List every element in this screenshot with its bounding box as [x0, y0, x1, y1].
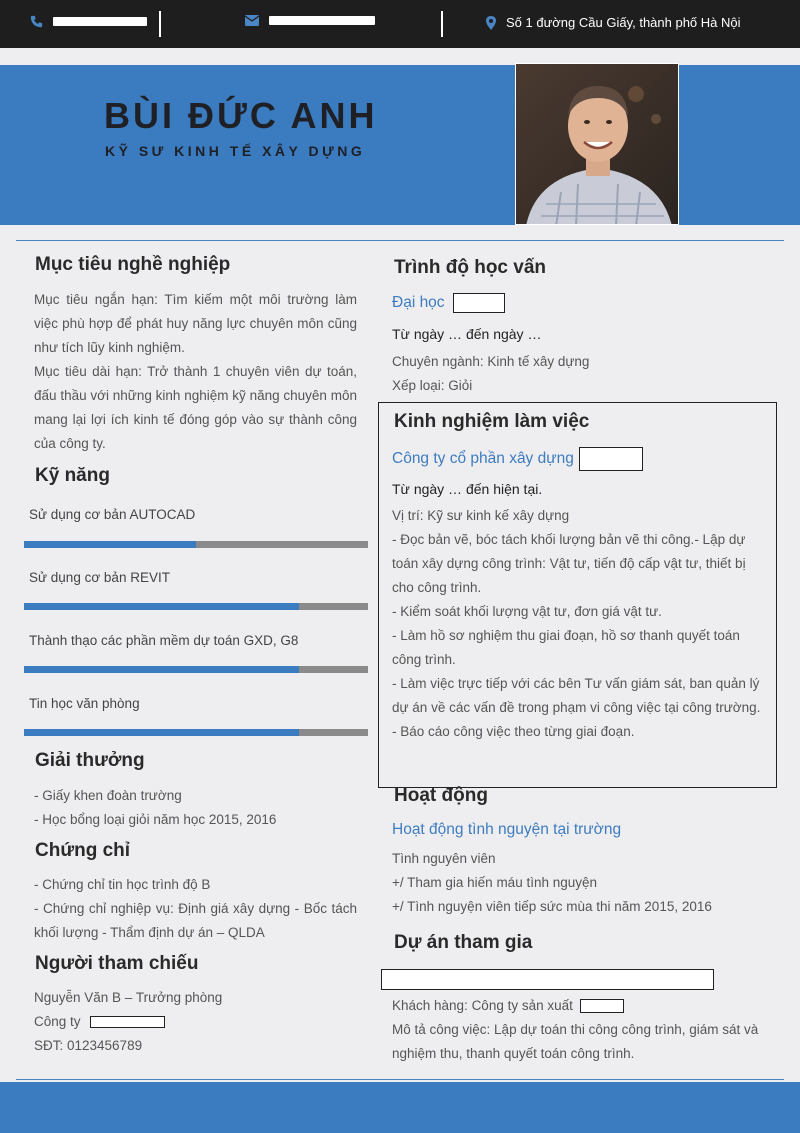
contact-divider: [159, 11, 161, 37]
address-text: Số 1 đường Cầu Giấy, thành phố Hà Nội: [506, 15, 741, 30]
redacted-box: [580, 999, 624, 1013]
list-item: - Làm hồ sơ nghiệm thu giai đoạn, hồ sơ thanh quyết toán công trình.: [392, 628, 740, 667]
education-degree: Đại học: [392, 294, 445, 312]
certificates-heading: Chứng chỉ: [35, 840, 131, 861]
envelope-icon: [245, 15, 259, 26]
redacted-box: [90, 1016, 165, 1028]
skill-label: Thành thạo các phần mềm dự toán GXD, G8: [29, 633, 299, 648]
experience-company-row: [392, 447, 643, 471]
experience-details: [392, 504, 762, 744]
objective-long-term: Mục tiêu dài hạn: Trở thành 1 chuyên viên dự toán, đấu thầu với những kinh nghiệm kỹ năng chuyên môn mang lại lợi ích kinh tế đóng góp vào sự thành công của công ty.: [34, 364, 357, 451]
experience-period: Từ ngày … đến hiện tại.: [392, 481, 543, 497]
education-grade: Xếp loại: Giỏi: [392, 378, 473, 393]
projects-heading: Dự án tham gia: [394, 932, 533, 953]
education-period: Từ ngày … đến ngày …: [392, 326, 542, 342]
redacted-box: [453, 293, 505, 313]
contact-divider: [441, 11, 443, 37]
experience-heading: Kinh nghiệm làm việc: [394, 411, 590, 432]
skill-bar: [24, 541, 368, 548]
list-item: - Kiểm soát khối lượng vật tư, đơn giá vật tư.: [392, 604, 662, 619]
reference-person: Nguyễn Văn B – Trưởng phòng: [34, 990, 223, 1005]
list-item: - Giấy khen đoàn trường: [34, 788, 182, 803]
skills-heading: Kỹ năng: [35, 465, 110, 486]
reference-company: [34, 1010, 222, 1034]
address-contact: [486, 15, 741, 30]
project-client: [392, 994, 762, 1018]
list-item: +/ Tình nguyện viên tiếp sức mùa thi năm 2015, 2016: [392, 899, 712, 914]
list-item: - Báo cáo công việc theo từng giai đoạn.: [392, 724, 635, 739]
top-divider: [16, 240, 784, 241]
reference-phone: SĐT: 0123456789: [34, 1038, 143, 1053]
objective-section: [34, 288, 357, 456]
map-pin-icon: [486, 16, 496, 30]
objective-short-term: Mục tiêu ngắn hạn: Tìm kiếm một môi trường làm việc phù hợp để phát huy năng lực chuyên môn cũng như tích lũy kinh nghiệm.: [34, 292, 357, 355]
bottom-divider: [16, 1079, 784, 1080]
candidate-name: BÙI ĐỨC ANH: [104, 95, 378, 136]
activity-role: Tình nguyên viên: [392, 851, 496, 866]
reference-company-label: Công ty: [34, 1014, 81, 1029]
footer-band: [0, 1082, 800, 1133]
skill-bar: [24, 666, 368, 673]
phone-contact: [30, 15, 147, 28]
email-contact: [245, 15, 375, 26]
education-heading: Trình độ học vấn: [394, 257, 547, 278]
references-heading: Người tham chiếu: [35, 953, 199, 974]
project-client-label: Khách hàng: Công ty sản xuất: [392, 998, 573, 1013]
list-item: +/ Tham gia hiến máu tình nguyện: [392, 875, 598, 890]
activity-name: Hoạt động tình nguyện tại trường: [392, 821, 622, 838]
experience-company: Công ty cổ phần xây dựng: [392, 450, 574, 468]
candidate-title: KỸ SƯ KINH TẾ XÂY DỰNG: [105, 143, 366, 159]
skill-bar: [24, 603, 368, 610]
objective-heading: Mục tiêu nghề nghiệp: [35, 254, 231, 275]
contact-bar: [0, 0, 800, 48]
redacted-box: [579, 447, 643, 471]
skill-label: Sử dụng cơ bản AUTOCAD: [29, 507, 196, 522]
activities-heading: Hoạt động: [394, 785, 488, 806]
education-major: Chuyên ngành: Kinh tế xây dựng: [392, 354, 590, 369]
project-description: Mô tả công việc: Lập dự toán thi công công trình, giám sát và nghiệm thu, thanh quyết toán công trình.: [392, 1022, 759, 1061]
experience-position: Vị trí: Kỹ sư kinh kế xây dựng: [392, 508, 570, 523]
email-redacted: [269, 16, 375, 25]
awards-list: [34, 784, 276, 832]
list-item: - Học bổng loại giỏi năm học 2015, 2016: [34, 812, 277, 827]
skill-label: Sử dụng cơ bản REVIT: [29, 570, 170, 585]
education-degree-row: [392, 293, 505, 313]
references-section: [34, 986, 222, 1058]
profile-photo: [515, 63, 679, 225]
certificates-list: [34, 873, 357, 945]
list-item: - Làm việc trực tiếp với các bên Tư vấn giám sát, ban quản lý dự án về các vấn đề trong phạm vi công việc tại công trường.: [392, 676, 761, 715]
list-item: - Chứng chỉ tin học trình độ B: [34, 877, 211, 892]
phone-icon: [30, 15, 43, 28]
projects-details: [392, 994, 762, 1066]
awards-heading: Giải thưởng: [35, 750, 145, 771]
list-item: - Đọc bản vẽ, bóc tách khối lượng bản vẽ thi công.- Lập dự toán xây dựng công trình: Vật tư, tiến độ cấp vật tư, thiết bị cho công trình.: [392, 532, 746, 595]
education-details: [392, 350, 589, 398]
phone-redacted: [53, 17, 147, 26]
skill-label: Tin học văn phòng: [29, 696, 140, 711]
list-item: - Chứng chỉ nghiệp vụ: Định giá xây dựng - Bốc tách khối lượng - Thẩm định dự án – QLDA: [34, 901, 357, 940]
activities-details: [392, 847, 712, 919]
skill-bar: [24, 729, 368, 736]
redacted-box: [381, 969, 714, 990]
